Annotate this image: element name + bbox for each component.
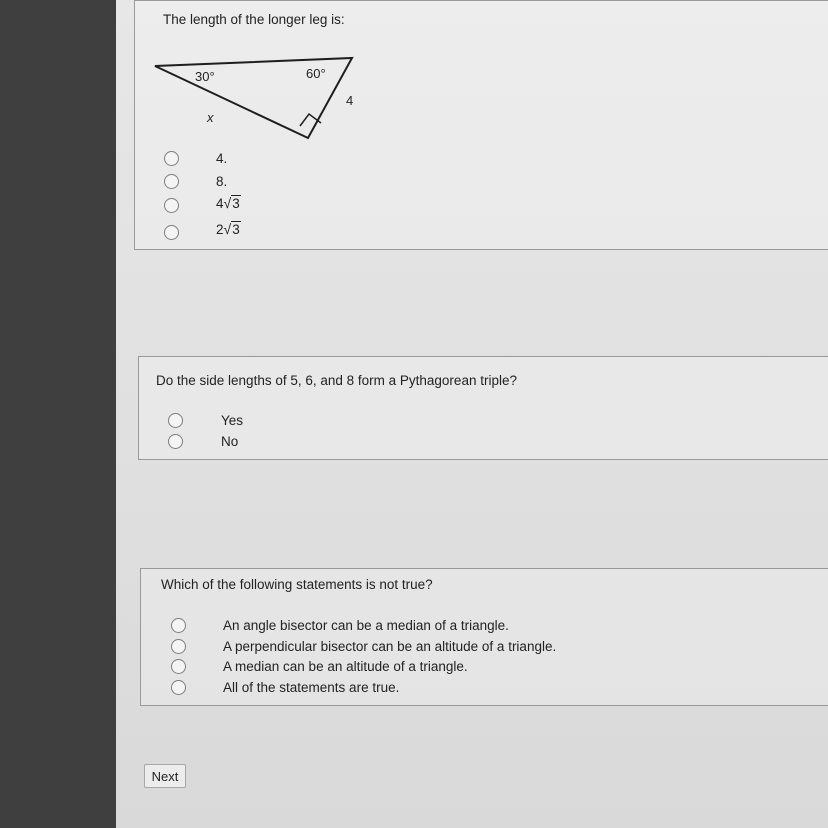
question-3-text: Which of the following statements is not true?: [161, 577, 433, 592]
q3-option-3-radio[interactable]: [171, 659, 186, 674]
q1-option-4-coefficient: 2: [216, 222, 224, 237]
q3-option-1-radio[interactable]: [171, 618, 186, 633]
q1-option-4-label: [216, 221, 241, 237]
question-2-text: Do the side lengths of 5, 6, and 8 form a Pythagorean triple?: [156, 373, 517, 388]
q1-option-4-radio[interactable]: [164, 225, 179, 240]
q2-option-no-label: No: [221, 434, 239, 449]
q3-option-2-label: A perpendicular bisector can be an altitude of a triangle.: [223, 639, 557, 654]
q1-option-3-radicand: 3: [232, 196, 240, 211]
q2-option-no-radio[interactable]: [168, 434, 183, 449]
q3-option-4-radio[interactable]: [171, 680, 186, 695]
side-x-label: x: [207, 110, 214, 125]
question-2-card: [138, 356, 828, 460]
q3-option-3-label: A median can be an altitude of a triangle.: [223, 659, 468, 674]
right-angle-marker: [300, 114, 321, 126]
q1-option-1-radio[interactable]: [164, 151, 179, 166]
q1-option-3-radio[interactable]: [164, 198, 179, 213]
q1-option-2-radio[interactable]: [164, 174, 179, 189]
angle-30-label: 30°: [195, 69, 215, 84]
q3-option-4-label: All of the statements are true.: [223, 680, 400, 695]
next-button[interactable]: Next: [144, 764, 186, 788]
side-4-label: 4: [346, 93, 354, 108]
q1-option-3-label: [216, 195, 241, 211]
q2-option-yes-radio[interactable]: [168, 413, 183, 428]
q1-option-1-label: 4.: [216, 151, 228, 166]
q1-option-2-label: 8.: [216, 174, 228, 189]
q3-option-2-radio[interactable]: [171, 639, 186, 654]
sqrt-symbol: √3: [223, 221, 240, 237]
q1-option-4-radicand: 3: [232, 222, 240, 237]
sqrt-symbol: √3: [223, 195, 240, 211]
angle-60-label: 60°: [306, 66, 326, 81]
q2-option-yes-label: Yes: [221, 413, 244, 428]
triangle-diagram: [150, 52, 365, 152]
question-1-text: The length of the longer leg is:: [163, 12, 345, 27]
q3-option-1-label: An angle bisector can be a median of a triangle.: [223, 618, 509, 633]
q1-option-3-coefficient: 4: [216, 196, 224, 211]
